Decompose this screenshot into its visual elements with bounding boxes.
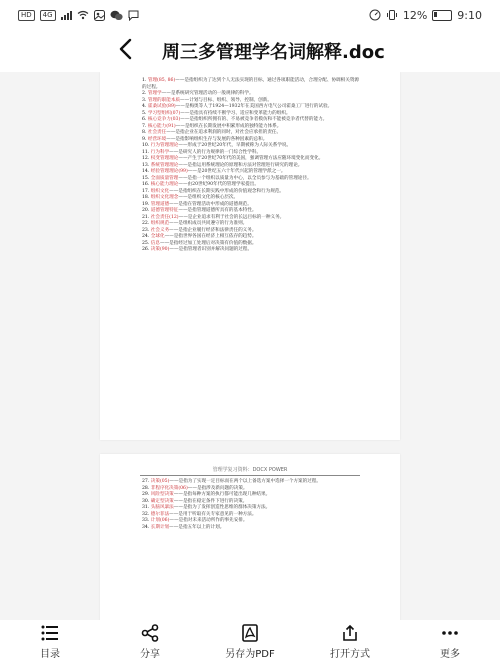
entry-term: 核心竞争力(03) [147,117,181,122]
entry-term: 道德管理特征 [150,208,179,213]
document-entry [142,78,360,91]
toolbar-label: 打开方式 [330,649,370,660]
entry-num: 23. [142,227,150,233]
entry-defn: ——是指在稳定条件下进行的决策。 [173,498,248,504]
entry-num: 16. [142,182,150,187]
document-viewer[interactable] [0,72,500,620]
entry-num: 11. [142,149,150,155]
entry-term: 核心能力(91) [147,123,176,129]
entry-defn: ——是梅奥等人于1924—1932年在美国西方电气公司霍桑工厂进行的试验。 [175,104,333,109]
entry-term: 组织文化 [150,188,170,194]
entry-term: 行为科学 [150,149,170,155]
page-header-divider [140,475,360,476]
wifi-icon [77,10,89,20]
entry-term: 行为管理理论 [150,143,179,148]
entry-term: 学习型组织(07) [147,110,181,116]
photos-notification-icon [94,10,105,21]
entry-defn: ——是指组织在长期实践中形成的价值观念和行为规范。 [169,188,285,194]
page-header: 管理学复习资料：DOCX POWER [212,467,288,473]
entry-defn: ——是指组织所拥有的、不易被竞争者模仿和不能被竞争者代替的能力。 [180,117,328,122]
entry-num: 10. [142,143,150,148]
toolbar-label: 另存为PDF [225,649,275,660]
bottom-toolbar [0,620,500,666]
entry-num: 22. [142,221,150,226]
entry-defn: ——是指为了发挥创造性思维的群体决策方法。 [173,505,271,510]
entry-term: 德尔菲法 [150,511,170,517]
entry-num: 2. [142,91,147,96]
entry-defn: ——是用于听取有关专家意见的一种方法。 [169,511,257,517]
entry-term: 风险型决策 [150,492,174,497]
document-entry [142,247,360,254]
entry-num: 33. [142,518,150,523]
entry-num: 17. [142,188,150,194]
entry-defn: ——是企业追求有利于社会的长远目标的一种义务。 [178,214,285,220]
entry-term: 计划(06) [150,518,170,523]
entry-num: 8. [142,130,147,135]
entry-term: 全面质量管理 [150,175,179,181]
entry-defn: ——是系统研究管理活动的一般规律的科学。 [161,91,254,96]
entry-defn: ——是指为了实现一定目标而在两个以上备选方案中选择一个方案的过程。 [169,479,322,484]
entry-defn: ——是指影响组织生存与发展的各种因素的总和。 [166,136,268,142]
entry-defn: ——是指组织为了达到个人无法实现的目标，通过各项职能活动，合理分配、协调相关资源的过程。 [142,78,360,90]
toolbar-share-button[interactable] [100,620,200,666]
entry-num: 15. [142,175,150,181]
battery-icon [432,10,452,21]
entry-num: 30. [142,498,150,504]
entry-defn: ——是20世纪五六十年代兴起的管理学派之一。 [187,169,286,174]
entry-term: 决策(90) [150,247,170,252]
entry-num: 18. [142,195,150,200]
toolbar-label: 更多 [440,649,460,660]
entry-defn: ——产生于20世纪70年代的美国，强调管理方法应随环境变化而变化。 [178,156,324,161]
entry-term: 系统管理理论 [150,162,179,168]
entry-term: 组织文化理念 [150,195,179,200]
entry-defn: ——是指对未来活动所作的事先安排。 [169,518,248,523]
entry-term: 全球化 [150,234,165,239]
toolbar-save-as-pdf-button[interactable] [200,620,300,666]
speed-indicator-icon [369,9,381,21]
entry-num: 4. [142,104,147,109]
entry-num: 20. [142,208,150,213]
entry-defn: ——由20世纪90年代的管理学家提出。 [178,182,259,187]
more-icon [441,624,459,642]
document-title: 周三多管理学名词解释.doc [162,42,385,63]
entry-defn: ——是指在管理活动中形成的道德规范。 [169,201,252,207]
entry-defn: ——是指企业在追求利润的同时，对社会应承担的责任。 [166,130,282,135]
toolbar-more-button[interactable] [400,620,500,666]
entry-defn: ——是组织在长期发展中积累形成的独特能力体系。 [175,123,282,129]
entry-term: 信息 [150,240,160,246]
entry-term: 管理(85, 86) [147,78,176,83]
entry-term: 权变管理理论 [150,156,179,161]
entry-num: 21. [142,214,150,220]
entry-num: 13. [142,162,150,168]
entry-term: 核心能力理论 [150,182,179,187]
entry-defn: ——是指管理者识别并解决问题的过程。 [169,247,253,252]
status-bar-left [18,10,139,21]
entry-num: 25. [142,240,150,246]
entry-num: 26. [142,247,150,252]
entry-num: 5. [142,110,147,116]
entry-term: 长期计划 [150,524,170,530]
entry-num: 3. [142,97,147,103]
entry-term: 社会义务 [150,227,170,233]
toolbar-open-with-button[interactable] [300,620,400,666]
vibrate-icon [386,9,398,21]
entry-term: 组织规范 [150,221,170,226]
entry-num: 32. [142,511,150,517]
entry-term: 社会责任 [147,130,167,135]
entry-num: 14. [142,169,150,174]
entry-defn: ——是指一个组织以质量为中心，以全员参与为基础的管理途径。 [178,175,312,181]
message-icon [128,10,139,21]
entry-defn: ——是组织文化的核心层次。 [178,195,239,200]
entry-term: 管理道德 [150,201,170,207]
entry-num: 7. [142,123,147,129]
pdf-icon [241,624,259,642]
entry-defn: ——是指运用系统理论的原理和方法对管理进行研究的理论。 [178,162,303,168]
entry-num: 31. [142,505,150,510]
hd-badge: HD [18,10,35,21]
page-2-entries [100,479,400,531]
document-entry [142,525,360,532]
entry-num: 34. [142,524,150,530]
status-bar [0,0,500,30]
battery-percent: 12% [402,8,428,22]
status-bar-right [369,9,482,22]
back-button[interactable] [110,34,140,64]
list-icon [41,624,59,642]
entry-term: 社会责任(12) [150,214,179,220]
document-page-2 [100,454,400,620]
entry-num: 29. [142,492,150,497]
entry-num: 6. [142,117,147,122]
document-page-1 [100,72,400,440]
clock-time: 9:10 [457,8,482,22]
share-icon [141,624,159,642]
entry-term: 管理的职能本质 [147,97,181,103]
signal-icon [61,10,72,20]
entry-num: 28. [142,485,150,491]
entry-term: 头脑风暴法 [150,505,174,510]
network-type-badge: 4G [40,10,56,21]
entry-defn: ——是指每种方案的执行都可能出现几种结果。 [173,492,271,497]
entry-term: 经营环境 [147,136,167,142]
wechat-icon [110,10,123,21]
entry-term: 确定型决策 [150,498,174,504]
entry-defn: ——是指涉及新问题的决策。 [187,485,248,491]
entry-defn: ——是指企业履行经济和法律责任的义务。 [169,227,257,233]
entry-defn: ——是指五年以上的计划。 [169,524,225,530]
toolbar-label: 分享 [140,649,160,660]
entry-num: 19. [142,201,150,207]
entry-defn: ——是指世界各国在经济上相互依存的趋势。 [164,234,257,239]
entry-num: 9. [142,136,147,142]
entry-term: 非程序化决策(06) [150,485,188,491]
entry-term: 管理学 [147,91,162,96]
entry-num: 27. [142,479,150,484]
entry-num: 12. [142,156,150,161]
toolbar-label: 目录 [40,649,60,660]
entry-defn: ——计划与目标、组织、领导、控制、创新。 [180,97,272,103]
entry-defn: ——是组织成员共同遵守的行为准则。 [169,221,248,226]
entry-defn: ——是指经过加工处理后对决策有价值的数据。 [159,240,257,246]
chevron-left-icon [118,38,132,60]
entry-num: 24. [142,234,150,239]
entry-defn: ——是指管理道德所具有的基本特性。 [178,208,257,213]
entry-term: 经验管理理论(99) [150,169,188,174]
entry-num: 1. [142,78,147,83]
toolbar-contents-button[interactable] [0,620,100,666]
entry-defn: ——是指具有持续不断学习、适应和变革能力的组织。 [180,110,291,116]
entry-defn: ——是研究人的行为规律的一门综合性学科。 [169,149,262,155]
title-bar [0,30,500,70]
page-1-entries [100,78,400,254]
entry-defn: ——形成于20世纪20年代，早期被称为人际关系学说。 [178,143,292,148]
entry-term: 霍桑试验(89) [147,104,176,109]
entry-term: 决策(05) [150,479,170,484]
open-with-icon [341,624,359,642]
